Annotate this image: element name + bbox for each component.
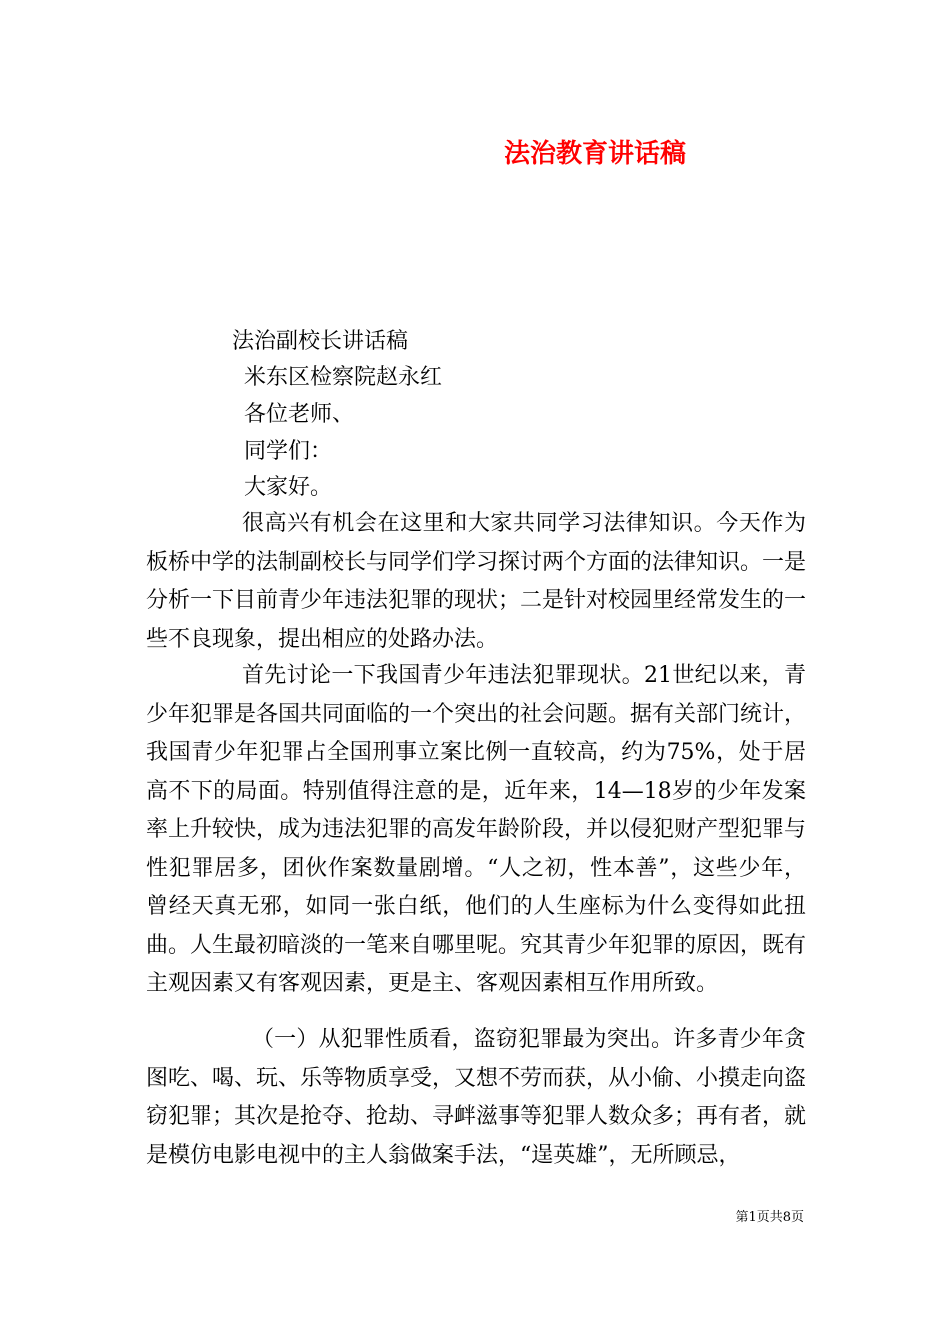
greeting-teachers: 各位老师、 [244, 402, 355, 427]
page-number-footer: 第1页共8页 [735, 1210, 804, 1225]
document-title: 法治教育讲话稿 [503, 139, 686, 169]
speech-subtitle: 法治副校长讲话稿 [232, 329, 409, 354]
greeting-hello: 大家好。 [244, 475, 333, 500]
greeting-students: 同学们： [244, 439, 333, 464]
paragraph-status: 首先讨论一下我国青少年违法犯罪现状。21世纪以来，青少年犯罪是各国共同面临的一个突出的社会问题。据有关部门统计，我国青少年犯罪占全国刑事立案比例一直较高，约为75%，处于居高不下的局面。特别值得注意的是，近年来，14—18岁的少年发案率上升较快，成为违法犯罪的高发年龄阶段，并以侵犯财产型犯罪与性犯罪居多，团伙作案数量剧增。“人之初，性本善”，这些少年，曾经天真无邪，如同一张白纸，他们的人生座标为什么变得如此扭曲。人生最初暗淡的一笔来自哪里呢。究其青少年犯罪的原因，既有主观因素又有客观因素，更是主、客观因素相互作用所致。 [146, 663, 807, 996]
paragraph-crime-nature: （一）从犯罪性质看，盗窃犯罪最为突出。许多青少年贪图吃、喝、玩、乐等物质享受，又想不劳而获，从小偷、小摸走向盗窃犯罪；其次是抢夺、抢劫、寻衅滋事等犯罪人数众多；再有者，就是模仿电影电视中的主人翁做案手法，“逞英雄”，无所顾忌， [146, 1027, 807, 1168]
author-line: 米东区检察院赵永红 [244, 365, 443, 390]
paragraph-intro: 很高兴有机会在这里和大家共同学习法律知识。今天作为板桥中学的法制副校长与同学们学习探讨两个方面的法律知识。一是分析一下目前青少年违法犯罪的现状；二是针对校园里经常发生的一些不良现象，提出相应的处路办法。 [146, 511, 807, 652]
